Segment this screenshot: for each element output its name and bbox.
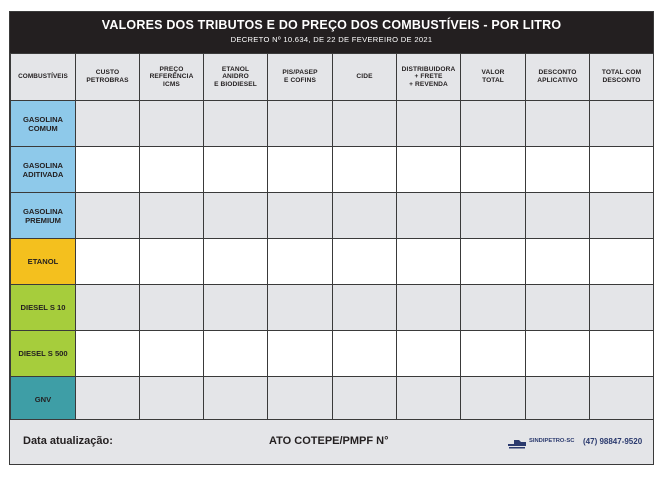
value-cell-desconto-aplicativo <box>526 101 590 147</box>
column-header-line: E COFINS <box>284 77 316 84</box>
value-cell-cide <box>333 285 397 331</box>
column-header-line: TOTAL <box>482 77 504 84</box>
value-cell-etanol-anidro-biodiesel <box>204 331 268 377</box>
column-header-preco-referencia-icms <box>140 54 204 101</box>
fuel-name-cell <box>11 331 76 377</box>
column-header-line: + FRETE <box>414 73 443 81</box>
value-cell-custo-petrobras <box>76 285 140 331</box>
value-cell-custo-petrobras <box>76 377 140 423</box>
value-cell-preco-referencia-icms <box>140 193 204 239</box>
value-cell-cide <box>333 193 397 239</box>
column-header-line: DISTRIBUIDORA <box>401 65 456 73</box>
column-header-line: DESCONTO <box>538 69 577 77</box>
fuel-row <box>11 239 654 285</box>
value-cell-total-com-desconto <box>590 331 654 377</box>
value-cell-etanol-anidro-biodiesel <box>204 101 268 147</box>
value-cell-cide <box>333 147 397 193</box>
column-header-line: TOTAL COM <box>601 69 642 77</box>
value-cell-desconto-aplicativo <box>526 331 590 377</box>
value-cell-cide <box>333 101 397 147</box>
update-date-label: Data atualização: <box>23 435 113 447</box>
value-cell-distribuidora-frete-revenda <box>397 193 461 239</box>
fuel-row <box>11 193 654 239</box>
value-cell-distribuidora-frete-revenda <box>397 147 461 193</box>
value-cell-distribuidora-frete-revenda <box>397 285 461 331</box>
column-header-combustiveis <box>11 54 76 101</box>
fuel-name-line: ETANOL <box>27 257 59 266</box>
column-header-line: ICMS <box>163 80 180 88</box>
fuel-name-line: GASOLINA <box>22 114 64 124</box>
fuel-row <box>11 147 654 193</box>
value-cell-custo-petrobras <box>76 193 140 239</box>
value-cell-custo-petrobras <box>76 331 140 377</box>
sheet-footer <box>10 419 653 464</box>
column-header-line: PREÇO <box>159 65 184 73</box>
value-cell-preco-referencia-icms <box>140 285 204 331</box>
pump-logo-icon <box>507 434 527 452</box>
fuel-name-cell <box>11 285 76 331</box>
column-header-line: PETROBRAS <box>86 77 129 84</box>
column-header-pis-pasep-cofins <box>268 54 333 101</box>
value-cell-custo-petrobras <box>76 101 140 147</box>
fuel-name-cell <box>11 101 76 147</box>
fuel-name-line: COMUM <box>28 123 58 133</box>
sindipetro-logo <box>507 434 579 452</box>
value-cell-distribuidora-frete-revenda <box>397 101 461 147</box>
value-cell-custo-petrobras <box>76 239 140 285</box>
value-cell-pis-pasep-cofins <box>268 147 333 193</box>
value-cell-total-com-desconto <box>590 239 654 285</box>
column-header-line: ETANOL <box>221 65 250 73</box>
column-header-line: PIS/PASEP <box>282 69 318 77</box>
value-cell-distribuidora-frete-revenda <box>397 331 461 377</box>
column-header-desconto-aplicativo <box>526 54 590 101</box>
value-cell-etanol-anidro-biodiesel <box>204 377 268 423</box>
contact-phone: (47) 98847-9520 <box>583 437 643 446</box>
value-cell-preco-referencia-icms <box>140 377 204 423</box>
price-table <box>10 53 654 423</box>
value-cell-valor-total <box>461 193 526 239</box>
value-cell-total-com-desconto <box>590 193 654 239</box>
column-header-line: VALOR <box>481 69 505 77</box>
value-cell-etanol-anidro-biodiesel <box>204 147 268 193</box>
fuel-price-sheet <box>9 11 654 465</box>
column-header-etanol-anidro-biodiesel <box>204 54 268 101</box>
value-cell-valor-total <box>461 101 526 147</box>
column-header-line: APLICATIVO <box>537 77 578 84</box>
value-cell-pis-pasep-cofins <box>268 331 333 377</box>
column-header-line: CIDE <box>356 73 373 81</box>
fuel-name-cell <box>11 239 76 285</box>
value-cell-desconto-aplicativo <box>526 193 590 239</box>
value-cell-desconto-aplicativo <box>526 285 590 331</box>
column-header-line: E BIODIESEL <box>214 80 257 88</box>
value-cell-valor-total <box>461 331 526 377</box>
value-cell-desconto-aplicativo <box>526 147 590 193</box>
fuel-name-line: PREMIUM <box>25 215 61 225</box>
fuel-name-line: DIESEL S 10 <box>20 303 66 312</box>
value-cell-valor-total <box>461 285 526 331</box>
value-cell-valor-total <box>461 239 526 285</box>
column-header-line: DESCONTO <box>602 77 641 84</box>
value-cell-preco-referencia-icms <box>140 101 204 147</box>
value-cell-total-com-desconto <box>590 101 654 147</box>
fuel-row <box>11 331 654 377</box>
value-cell-distribuidora-frete-revenda <box>397 239 461 285</box>
value-cell-pis-pasep-cofins <box>268 239 333 285</box>
column-header-line: ANIDRO <box>222 73 249 81</box>
value-cell-cide <box>333 239 397 285</box>
ato-cotepe-label: ATO COTEPE/PMPF N° <box>269 435 389 447</box>
value-cell-etanol-anidro-biodiesel <box>204 193 268 239</box>
fuel-name-line: ADITIVADA <box>22 169 64 179</box>
header-row <box>11 54 654 101</box>
column-header-distribuidora-frete-revenda <box>397 54 461 101</box>
value-cell-total-com-desconto <box>590 377 654 423</box>
fuel-row <box>11 377 654 423</box>
value-cell-pis-pasep-cofins <box>268 285 333 331</box>
fuel-name-line: GASOLINA <box>22 206 64 216</box>
column-header-line: + REVENDA <box>409 80 448 88</box>
value-cell-pis-pasep-cofins <box>268 193 333 239</box>
fuel-row <box>11 101 654 147</box>
value-cell-valor-total <box>461 377 526 423</box>
value-cell-total-com-desconto <box>590 147 654 193</box>
fuel-name-cell <box>11 193 76 239</box>
value-cell-cide <box>333 377 397 423</box>
sheet-subtitle: DECRETO Nº 10.634, DE 22 DE FEVEREIRO DE 2021 <box>230 35 433 44</box>
column-header-total-com-desconto <box>590 54 654 101</box>
value-cell-total-com-desconto <box>590 285 654 331</box>
value-cell-custo-petrobras <box>76 147 140 193</box>
fuel-name-line: GNV <box>34 395 52 404</box>
value-cell-distribuidora-frete-revenda <box>397 377 461 423</box>
column-header-line: COMBUSTÍVEIS <box>18 73 68 81</box>
value-cell-valor-total <box>461 147 526 193</box>
column-header-valor-total <box>461 54 526 101</box>
sheet-title: VALORES DOS TRIBUTOS E DO PREÇO DOS COMBUSTÍVEIS - POR LITRO <box>101 18 562 32</box>
value-cell-etanol-anidro-biodiesel <box>204 285 268 331</box>
value-cell-etanol-anidro-biodiesel <box>204 239 268 285</box>
value-cell-preco-referencia-icms <box>140 147 204 193</box>
fuel-row <box>11 285 654 331</box>
column-header-line: REFERÊNCIA <box>149 73 194 81</box>
fuel-name-cell <box>11 147 76 193</box>
sheet-header <box>10 12 653 53</box>
value-cell-preco-referencia-icms <box>140 239 204 285</box>
column-header-line: CUSTO <box>95 69 120 77</box>
value-cell-desconto-aplicativo <box>526 377 590 423</box>
fuel-name-line: DIESEL S 500 <box>18 349 68 358</box>
value-cell-pis-pasep-cofins <box>268 377 333 423</box>
column-header-cide <box>333 54 397 101</box>
logo-text: SINDIPETRO-SC <box>529 438 575 444</box>
value-cell-preco-referencia-icms <box>140 331 204 377</box>
column-header-custo-petrobras <box>76 54 140 101</box>
value-cell-cide <box>333 331 397 377</box>
fuel-name-cell <box>11 377 76 423</box>
fuel-name-line: GASOLINA <box>22 160 64 170</box>
value-cell-desconto-aplicativo <box>526 239 590 285</box>
value-cell-pis-pasep-cofins <box>268 101 333 147</box>
